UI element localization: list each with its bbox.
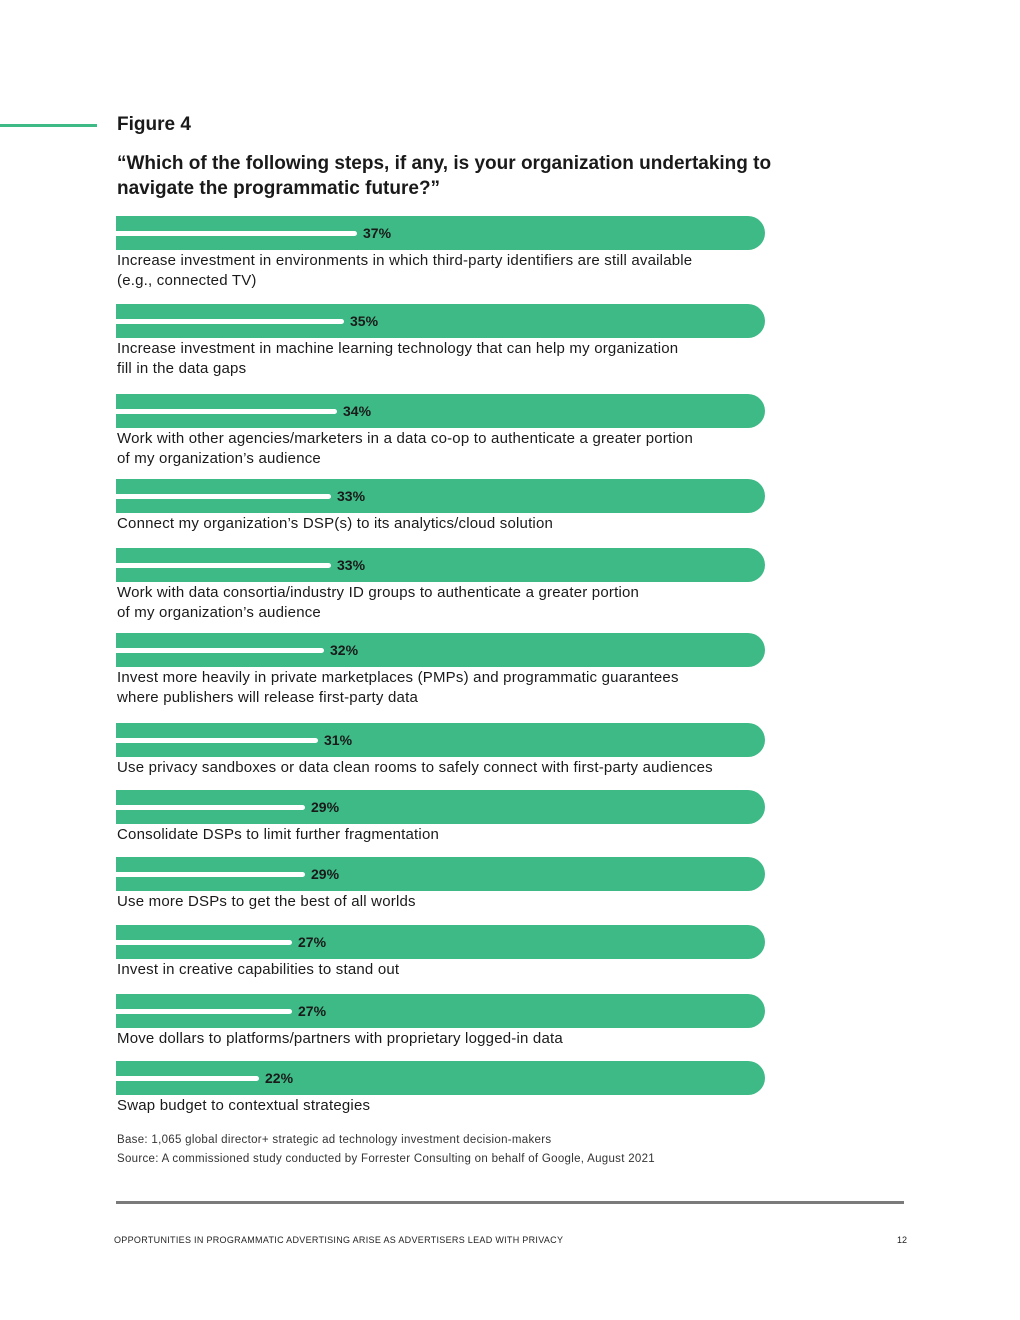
bar-category-label [117,339,777,379]
bar-category-label [117,429,777,469]
bar-category-label-line: Move dollars to platforms/partners with proprietary logged-in data [117,1030,563,1047]
bar-value-fill [116,872,305,877]
figure-label: Figure 4 [117,114,191,135]
bar-category-label-line: Increase investment in machine learning technology that can help my organization [117,340,679,357]
bar-value-label: 33% [337,557,366,573]
bar-value-fill [116,940,292,945]
chart-notes [117,1131,655,1169]
bar-value-label: 35% [350,313,379,329]
bar-value-fill [116,648,324,653]
bar-value-label: 33% [337,488,366,504]
bar-category-label-line: of my organization’s audience [117,450,321,467]
bar-category-label [117,251,777,291]
bar-category-label-line: Swap budget to contextual strategies [117,1097,371,1114]
bar-category-label-line: Invest in creative capabilities to stand out [117,961,400,978]
bar-value-label: 27% [298,934,327,950]
bar-category-label [117,892,777,912]
bar-category-label-line: Increase investment in environments in which third-party identifiers are still available [117,252,693,269]
bar-value-label: 37% [363,225,392,241]
bar-value-label: 29% [311,799,340,815]
bar-category-label-line: Consolidate DSPs to limit further fragmentation [117,826,440,843]
bar-category-label-line: Work with other agencies/marketers in a data co-op to authenticate a greater portion [117,430,693,447]
bar-category-label [117,825,777,845]
footer-divider [116,1201,904,1204]
bar-track [116,1061,765,1095]
footer-title: OPPORTUNITIES IN PROGRAMMATIC ADVERTISING ARISE AS ADVERTISERS LEAD WITH PRIVACY [114,1235,564,1245]
bar-track [116,925,765,959]
page-number: 12 [897,1235,908,1245]
bar-value-label: 31% [324,732,353,748]
base-note: Base: 1,065 global director+ strategic ad technology investment decision-makers [117,1134,552,1146]
chart-question: “Which of the following steps, if any, is your organization undertaking to navigate the programmatic future?” [117,153,772,199]
bar-category-label-line: Connect my organization’s DSP(s) to its analytics/cloud solution [117,515,554,532]
bar-value-label: 22% [265,1070,294,1086]
bar-track [116,857,765,891]
bar-value-fill [116,1076,259,1081]
bar-value-fill [116,1009,292,1014]
bar-category-label-line: of my organization’s audience [117,604,321,621]
bar-track [116,304,765,338]
bar-category-label [117,514,777,534]
bar-track [116,394,765,428]
bar-track [116,216,765,250]
source-note: Source: A commissioned study conducted by Forrester Consulting on behalf of Google, August 2021 [117,1153,655,1165]
bar-track [116,548,765,582]
bar-category-label-line: Invest more heavily in private marketplaces (PMPs) and programmatic guarantees [117,669,679,686]
bar-value-fill [116,805,305,810]
bar-value-label: 32% [330,642,359,658]
bar-category-label-line: fill in the data gaps [117,360,247,377]
bar-category-label-line: Work with data consortia/industry ID groups to authenticate a greater portion [117,584,640,601]
bar-track [116,479,765,513]
bar-category-label [117,668,777,708]
bar-category-label [117,960,777,980]
bar-category-label-line: Use privacy sandboxes or data clean rooms to safely connect with first-party audiences [117,759,713,776]
bar-track [116,723,765,757]
bar-category-label [117,583,777,623]
bar-category-label [117,1029,777,1049]
bar-category-label [117,758,777,778]
bar-track [116,994,765,1028]
bar-category-label-line: Use more DSPs to get the best of all worlds [117,893,416,910]
bar-value-label: 27% [298,1003,327,1019]
bar-value-fill [116,231,357,236]
bar-track [116,633,765,667]
bar-value-fill [116,738,318,743]
bar-value-fill [116,319,344,324]
bar-value-fill [116,409,337,414]
bar-value-label: 34% [343,403,372,419]
bar-value-label: 29% [311,866,340,882]
bar-category-label-line: (e.g., connected TV) [117,272,257,289]
bar-category-label-line: where publishers will release first-party data [117,689,418,706]
bar-track [116,790,765,824]
bar-value-fill [116,563,331,568]
bar-value-fill [116,494,331,499]
bar-category-label [117,1096,777,1116]
